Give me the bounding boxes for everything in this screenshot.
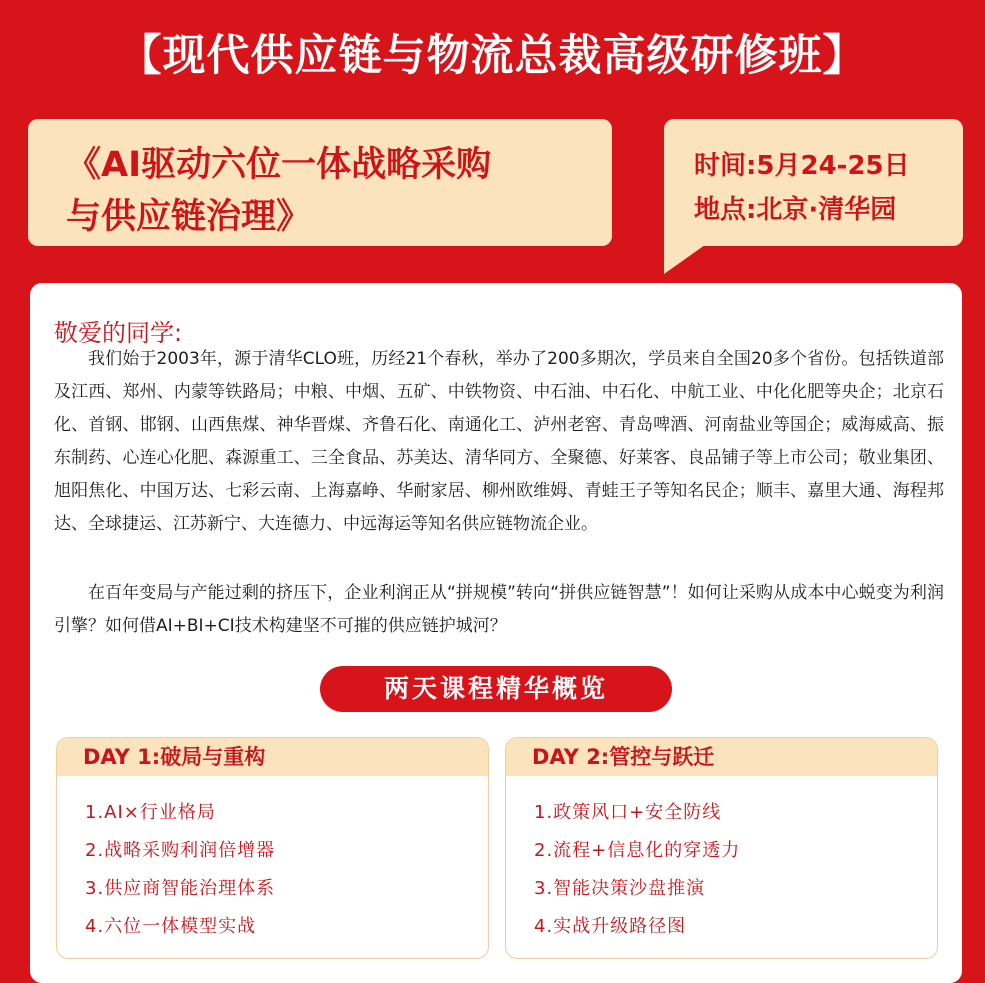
day-2-title: DAY 2:管控与跃迁 [506, 738, 937, 776]
day-1-card [56, 737, 489, 959]
course-title-line-1: 《AI驱动六位一体战略采购 [66, 145, 492, 185]
day-2-topic: 3.智能决策沙盘推演 [534, 878, 706, 899]
day-1-topic: 4.六位一体模型实战 [85, 916, 257, 937]
day-1-topic: 1.AI×行业格局 [85, 802, 216, 823]
letter-greeting: 敬爱的同学: [54, 319, 183, 347]
page-title: 【现代供应链与物流总裁高级研修班】 [118, 31, 867, 81]
day-1-topic: 2.战略采购利润倍增器 [85, 840, 276, 861]
course-title-box [28, 119, 612, 246]
course-time: 时间:5月24-25日 [694, 151, 910, 181]
day-2-topic-list [506, 776, 937, 946]
day-1-topic: 3.供应商智能治理体系 [85, 878, 276, 899]
day-1-topic-list [57, 776, 488, 946]
day-2-topic: 4.实战升级路径图 [534, 916, 687, 937]
time-place-box [664, 119, 963, 246]
day-2-topic: 1.政策风口+安全防线 [534, 802, 722, 823]
course-title-line-2: 与供应链治理》 [66, 197, 312, 237]
day-2-topic: 2.流程+信息化的穿透力 [534, 840, 741, 861]
letter-card [30, 283, 962, 983]
course-overview-heading: 两天课程精华概览 [320, 666, 672, 712]
letter-paragraph-question: 在百年变局与产能过剩的挤压下，企业利润正从“拼规模”转向“拼供应链智慧”！如何让采购从成本中心蜕变为利润引擎？如何借AI+BI+CI技术构建坚不可摧的供应链护城河？ [54, 583, 944, 636]
day-2-card [505, 737, 938, 959]
letter-paragraph-history: 我们始于2003年，源于清华CLO班，历经21个春秋，举办了200多期次，学员来自全国20多个省份。包括铁道部及江西、郑州、内蒙等铁路局；中粮、中烟、五矿、中铁物资、中石油、中石化、中航工业、中化化肥等央企；北京石化、首钢、邯钢、山西焦煤、神华晋煤、齐鲁石化、南通化工、泸州老窖、青岛啤酒、河南盐业等国企；威海威高、振东制药、心连心化肥、森源重工、三全食品、苏美达、清华同方、全聚德、好莱客、良品铺子等上市公司；敬业集团、旭阳焦化、中国万达、七彩云南、上海嘉峥、华耐家居、柳州欧维姆、青蛙王子等知名民企；顺丰、嘉里大通、海程邦达、全球捷运、江苏新宁、大连德力、中远海运等知名供应链物流企业。 [54, 349, 944, 534]
course-place: 地点:北京·清华园 [694, 195, 897, 225]
day-1-title: DAY 1:破局与重构 [57, 738, 488, 776]
